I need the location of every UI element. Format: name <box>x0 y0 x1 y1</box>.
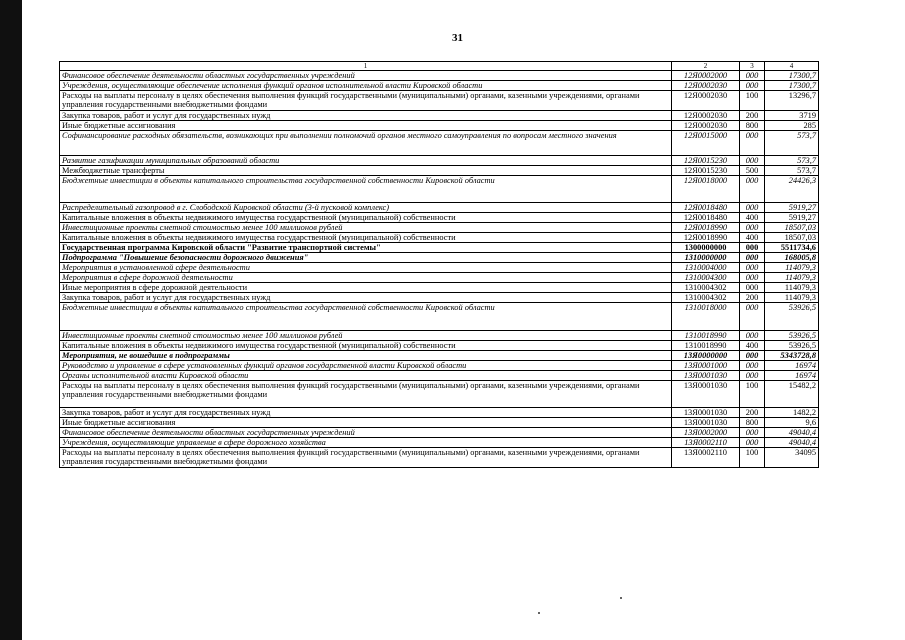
row-name: Софинансирование расходных обязательств, возникающих при выполнении полномочий органов местного самоуправления по вопросам местного значения <box>60 131 672 156</box>
row-code: 13Я0001030 <box>672 418 740 428</box>
row-code: 13Я0001030 <box>672 371 740 381</box>
row-name: Учреждения, осуществляющие обеспечение исполнения функций органов исполнительной власти Кировской области <box>60 81 672 91</box>
table-row <box>60 438 819 448</box>
row-code: 13Я0001030 <box>672 381 740 408</box>
table-row <box>60 156 819 166</box>
row-name: Мероприятия в установленной сфере деятельности <box>60 263 672 273</box>
table-row <box>60 176 819 203</box>
row-expense-type: 000 <box>740 438 765 448</box>
row-code: 12Я0018480 <box>672 203 740 213</box>
row-amount: 18507,03 <box>765 223 819 233</box>
row-code: 12Я0015230 <box>672 166 740 176</box>
row-code: 13Я0002000 <box>672 428 740 438</box>
row-amount: 53926,5 <box>765 341 819 351</box>
row-expense-type: 000 <box>740 283 765 293</box>
row-code: 12Я0018990 <box>672 223 740 233</box>
scan-speck <box>538 612 540 614</box>
table-row <box>60 166 819 176</box>
row-code: 1310018990 <box>672 341 740 351</box>
row-amount: 573,7 <box>765 131 819 156</box>
row-expense-type: 000 <box>740 203 765 213</box>
table-row <box>60 263 819 273</box>
table-row <box>60 131 819 156</box>
page-number: 31 <box>452 32 463 44</box>
row-code: 1310018990 <box>672 331 740 341</box>
table-row <box>60 303 819 331</box>
row-amount: 16974 <box>765 361 819 371</box>
row-name: Капитальные вложения в объекты недвижимого имущества государственной (муниципальной) собственности <box>60 341 672 351</box>
row-expense-type: 000 <box>740 273 765 283</box>
row-amount: 1482,2 <box>765 408 819 418</box>
row-amount: 114079,3 <box>765 293 819 303</box>
row-name: Подпрограмма "Повышение безопасности дорожного движения" <box>60 253 672 263</box>
row-amount: 573,7 <box>765 166 819 176</box>
row-code: 12Я0002030 <box>672 91 740 111</box>
table-row <box>60 111 819 121</box>
row-code: 1310004300 <box>672 273 740 283</box>
row-name: Бюджетные инвестиции в объекты капитального строительства государственной собственности Кировской области <box>60 303 672 331</box>
table-row <box>60 283 819 293</box>
row-expense-type: 000 <box>740 223 765 233</box>
table-row <box>60 81 819 91</box>
row-name: Капитальные вложения в объекты недвижимого имущества государственной (муниципальной) собственности <box>60 233 672 243</box>
row-name: Расходы на выплаты персоналу в целях обеспечения выполнения функций государственными (муниципальными) органами, казенными учреждениями, органами управления государственными внебюджетными фондами <box>60 448 672 468</box>
row-code: 12Я0002030 <box>672 121 740 131</box>
row-code: 12Я0018990 <box>672 233 740 243</box>
scan-left-edge <box>0 0 22 640</box>
row-expense-type: 000 <box>740 243 765 253</box>
row-amount: 53926,5 <box>765 331 819 341</box>
row-expense-type: 400 <box>740 213 765 223</box>
row-amount: 13296,7 <box>765 91 819 111</box>
row-amount: 18507,03 <box>765 233 819 243</box>
row-code: 12Я0015000 <box>672 131 740 156</box>
row-code: 12Я0002000 <box>672 71 740 81</box>
row-expense-type: 000 <box>740 71 765 81</box>
table-row <box>60 203 819 213</box>
row-code: 12Я0018480 <box>672 213 740 223</box>
row-name: Финансовое обеспечение деятельности областных государственных учреждений <box>60 71 672 81</box>
row-name: Учреждения, осуществляющие управление в сфере дорожного хозяйства <box>60 438 672 448</box>
row-amount: 114079,3 <box>765 263 819 273</box>
row-amount: 168005,8 <box>765 253 819 263</box>
row-amount: 3719 <box>765 111 819 121</box>
row-code: 12Я0002030 <box>672 81 740 91</box>
row-expense-type: 000 <box>740 331 765 341</box>
table-row <box>60 223 819 233</box>
row-amount: 53926,5 <box>765 303 819 331</box>
column-number: 2 <box>672 62 740 71</box>
row-amount: 16974 <box>765 371 819 381</box>
table-row <box>60 233 819 243</box>
table-row <box>60 331 819 341</box>
row-expense-type: 000 <box>740 428 765 438</box>
row-code: 13Я0000000 <box>672 351 740 361</box>
row-amount: 49040,4 <box>765 428 819 438</box>
row-name: Расходы на выплаты персоналу в целях обеспечения выполнения функций государственными (муниципальными) органами, казенными учреждениями, органами управления государственными внебюджетными фондами <box>60 381 672 408</box>
table-row <box>60 341 819 351</box>
row-code: 12Я0018000 <box>672 176 740 203</box>
table-row <box>60 273 819 283</box>
row-expense-type: 000 <box>740 371 765 381</box>
row-expense-type: 200 <box>740 293 765 303</box>
row-expense-type: 100 <box>740 91 765 111</box>
row-code: 13Я0002110 <box>672 438 740 448</box>
column-number: 4 <box>765 62 819 71</box>
row-code: 1310004000 <box>672 263 740 273</box>
row-name: Закупка товаров, работ и услуг для государственных нужд <box>60 293 672 303</box>
row-expense-type: 200 <box>740 111 765 121</box>
row-amount: 114079,3 <box>765 283 819 293</box>
table-row <box>60 408 819 418</box>
row-amount: 285 <box>765 121 819 131</box>
row-expense-type: 100 <box>740 448 765 468</box>
row-expense-type: 800 <box>740 418 765 428</box>
row-expense-type: 000 <box>740 263 765 273</box>
row-amount: 5343728,8 <box>765 351 819 361</box>
row-expense-type: 000 <box>740 156 765 166</box>
column-number-row <box>60 62 819 71</box>
row-code: 12Я0002030 <box>672 111 740 121</box>
scan-speck <box>620 597 622 599</box>
table-row <box>60 418 819 428</box>
row-name: Расходы на выплаты персоналу в целях обеспечения выполнения функций государственными (муниципальными) органами, казенными учреждениями, органами управления государственными внебюджетными фондами <box>60 91 672 111</box>
row-code: 1310004302 <box>672 283 740 293</box>
row-name: Иные бюджетные ассигнования <box>60 121 672 131</box>
row-code: 1310000000 <box>672 253 740 263</box>
table-row <box>60 253 819 263</box>
table-row <box>60 121 819 131</box>
row-name: Закупка товаров, работ и услуг для государственных нужд <box>60 111 672 121</box>
table-row <box>60 361 819 371</box>
row-expense-type: 000 <box>740 361 765 371</box>
row-code: 13Я0002110 <box>672 448 740 468</box>
row-code: 12Я0015230 <box>672 156 740 166</box>
table-row <box>60 448 819 468</box>
row-code: 1300000000 <box>672 243 740 253</box>
row-name: Финансовое обеспечение деятельности областных государственных учреждений <box>60 428 672 438</box>
column-number: 3 <box>740 62 765 71</box>
row-expense-type: 000 <box>740 81 765 91</box>
row-code: 13Я0001030 <box>672 408 740 418</box>
table-row <box>60 243 819 253</box>
table-row <box>60 213 819 223</box>
row-amount: 24426,3 <box>765 176 819 203</box>
row-name: Мероприятия в сфере дорожной деятельности <box>60 273 672 283</box>
row-name: Мероприятия, не вошедшие в подпрограммы <box>60 351 672 361</box>
row-code: 1310004302 <box>672 293 740 303</box>
row-amount: 15482,2 <box>765 381 819 408</box>
row-expense-type: 000 <box>740 176 765 203</box>
row-name: Органы исполнительной власти Кировской области <box>60 371 672 381</box>
row-code: 1310018000 <box>672 303 740 331</box>
row-amount: 9,6 <box>765 418 819 428</box>
row-name: Межбюджетные трансферты <box>60 166 672 176</box>
table-row <box>60 293 819 303</box>
row-expense-type: 000 <box>740 253 765 263</box>
table-row <box>60 71 819 81</box>
row-expense-type: 500 <box>740 166 765 176</box>
row-name: Развитие газификации муниципальных образований области <box>60 156 672 166</box>
row-name: Руководство и управление в сфере установленных функций органов государственной власти Кировской области <box>60 361 672 371</box>
table-row <box>60 428 819 438</box>
row-amount: 5919,27 <box>765 213 819 223</box>
row-expense-type: 200 <box>740 408 765 418</box>
table-row <box>60 381 819 408</box>
row-expense-type: 000 <box>740 303 765 331</box>
row-expense-type: 100 <box>740 381 765 408</box>
row-expense-type: 000 <box>740 351 765 361</box>
row-amount: 17300,7 <box>765 71 819 81</box>
row-name: Закупка товаров, работ и услуг для государственных нужд <box>60 408 672 418</box>
row-expense-type: 000 <box>740 131 765 156</box>
row-expense-type: 800 <box>740 121 765 131</box>
table-row <box>60 371 819 381</box>
row-name: Инвестиционные проекты сметной стоимостью менее 100 миллионов рублей <box>60 223 672 233</box>
row-name: Государственная программа Кировской области "Развитие транспортной системы" <box>60 243 672 253</box>
row-amount: 17300,7 <box>765 81 819 91</box>
row-code: 13Я0001000 <box>672 361 740 371</box>
row-amount: 573,7 <box>765 156 819 166</box>
row-amount: 114079,3 <box>765 273 819 283</box>
table-row <box>60 91 819 111</box>
row-name: Бюджетные инвестиции в объекты капитального строительства государственной собственности Кировской области <box>60 176 672 203</box>
row-amount: 49040,4 <box>765 438 819 448</box>
row-amount: 5919,27 <box>765 203 819 213</box>
row-name: Инвестиционные проекты сметной стоимостью менее 100 миллионов рублей <box>60 331 672 341</box>
row-expense-type: 400 <box>740 233 765 243</box>
row-name: Иные бюджетные ассигнования <box>60 418 672 428</box>
row-name: Капитальные вложения в объекты недвижимого имущества государственной (муниципальной) собственности <box>60 213 672 223</box>
column-number: 1 <box>60 62 672 71</box>
budget-table <box>59 61 819 468</box>
row-name: Распределительный газопровод в г. Слободской Кировской области (3-й пусковой комплекс) <box>60 203 672 213</box>
table-row <box>60 351 819 361</box>
row-amount: 5511734,6 <box>765 243 819 253</box>
row-name: Иные мероприятия в сфере дорожной деятельности <box>60 283 672 293</box>
row-amount: 34095 <box>765 448 819 468</box>
row-expense-type: 400 <box>740 341 765 351</box>
